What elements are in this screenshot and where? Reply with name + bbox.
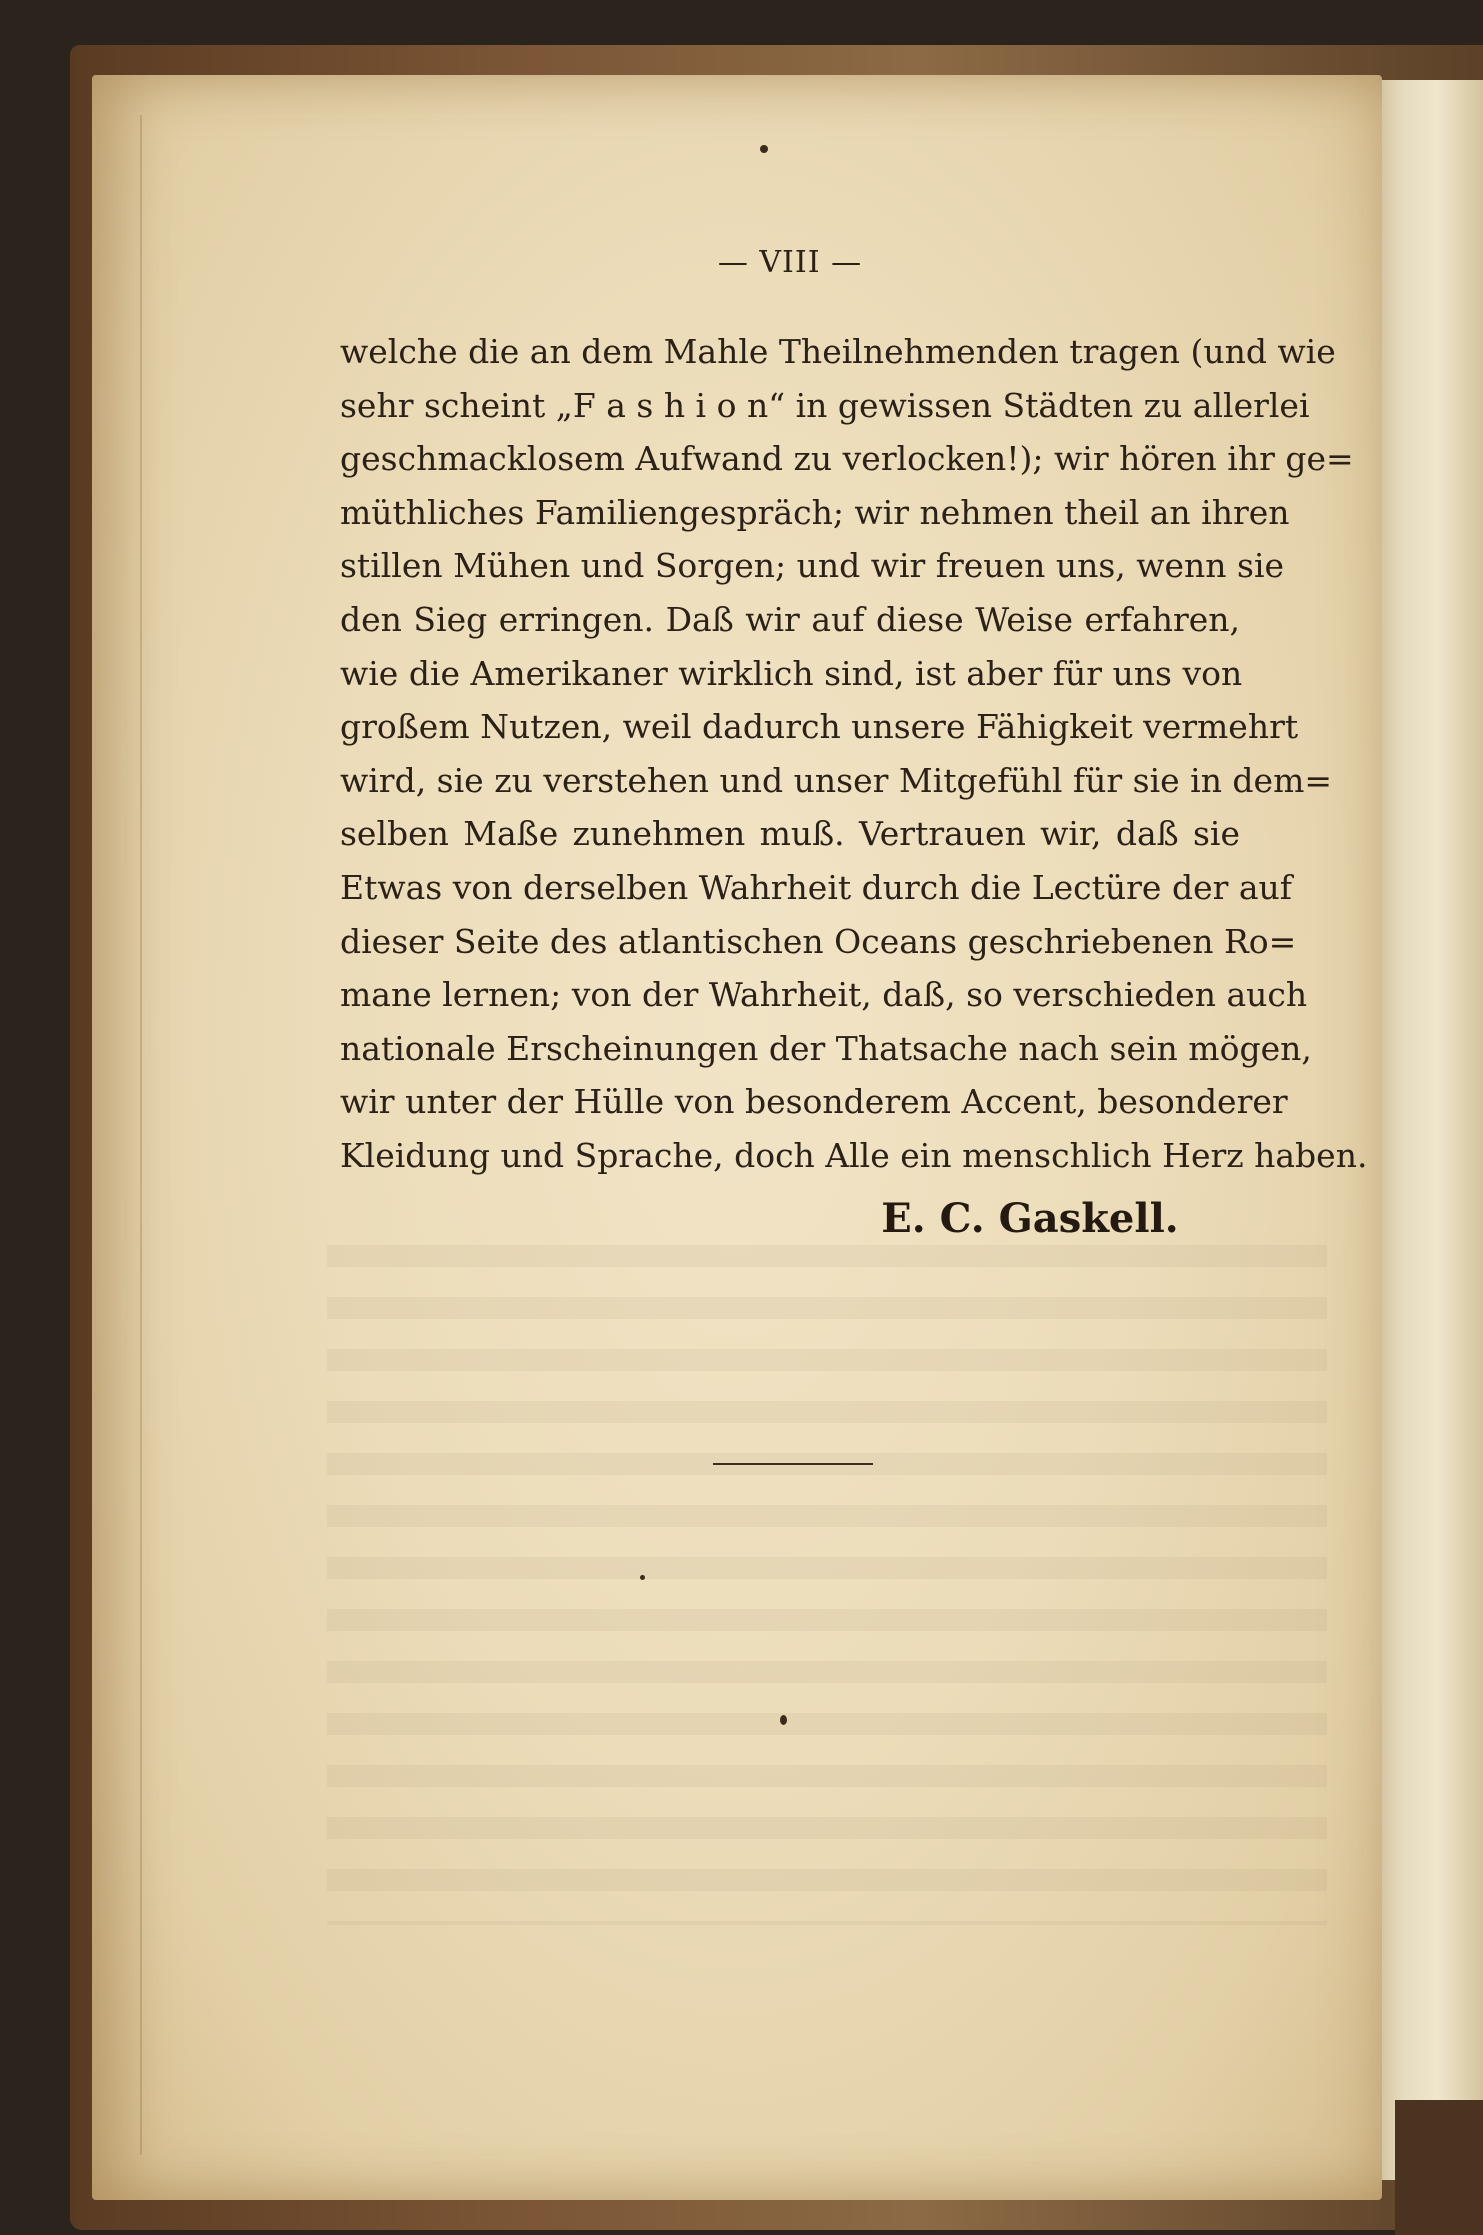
text-line: wie die Amerikaner wirklich sind, ist aber für uns von [340, 653, 1243, 693]
ink-dot [780, 1715, 787, 1725]
text-line: nationale Erscheinungen der Thatsache nach sein mögen, [340, 1028, 1312, 1068]
text-line: sehr scheint „F a s h i o n“ in gewissen Städten zu allerlei [340, 385, 1310, 425]
book-spine [1395, 2100, 1483, 2235]
divider-rule [713, 1463, 873, 1465]
text-line: wir unter der Hülle von besonderem Accent, besonderer [340, 1082, 1288, 1122]
text-line: selben Maße zunehmen muß. Vertrauen wir, daß sie [340, 814, 1240, 854]
text-line: wird, sie zu verstehen und unser Mitgefühl für sie in dem= [340, 760, 1333, 800]
ink-dot [760, 145, 768, 153]
bleed-through-text [327, 1245, 1327, 1925]
page-number: — VIII — [717, 245, 863, 280]
text-line: stillen Mühen und Sorgen; und wir freuen uns, wenn sie [340, 546, 1285, 586]
author-signature: E. C. Gaskell. [881, 1195, 1179, 1242]
text-line: den Sieg erringen. Daß wir auf diese Weise erfahren, [340, 599, 1240, 639]
text-line: Kleidung und Sprache, doch Alle ein menschlich Herz haben. [340, 1135, 1368, 1175]
text-line: Etwas von derselben Wahrheit durch die Lectüre der auf [340, 867, 1293, 907]
text-line: müthliches Familiengespräch; wir nehmen theil an ihren [340, 492, 1290, 532]
body-text [340, 325, 1368, 1183]
page-edges [1370, 80, 1483, 2180]
text-line: mane lernen; von der Wahrheit, daß, so verschieden auch [340, 975, 1308, 1015]
text-line: dieser Seite des atlantischen Oceans geschriebenen Ro= [340, 921, 1297, 961]
text-line: großem Nutzen, weil dadurch unsere Fähigkeit vermehrt [340, 707, 1299, 747]
text-line: welche die an dem Mahle Theilnehmenden tragen (und wie [340, 332, 1336, 371]
text-line: geschmacklosem Aufwand zu verlocken!); wir hören ihr ge= [340, 439, 1354, 479]
gutter-line [140, 115, 142, 2155]
ink-dot [640, 1575, 645, 1580]
